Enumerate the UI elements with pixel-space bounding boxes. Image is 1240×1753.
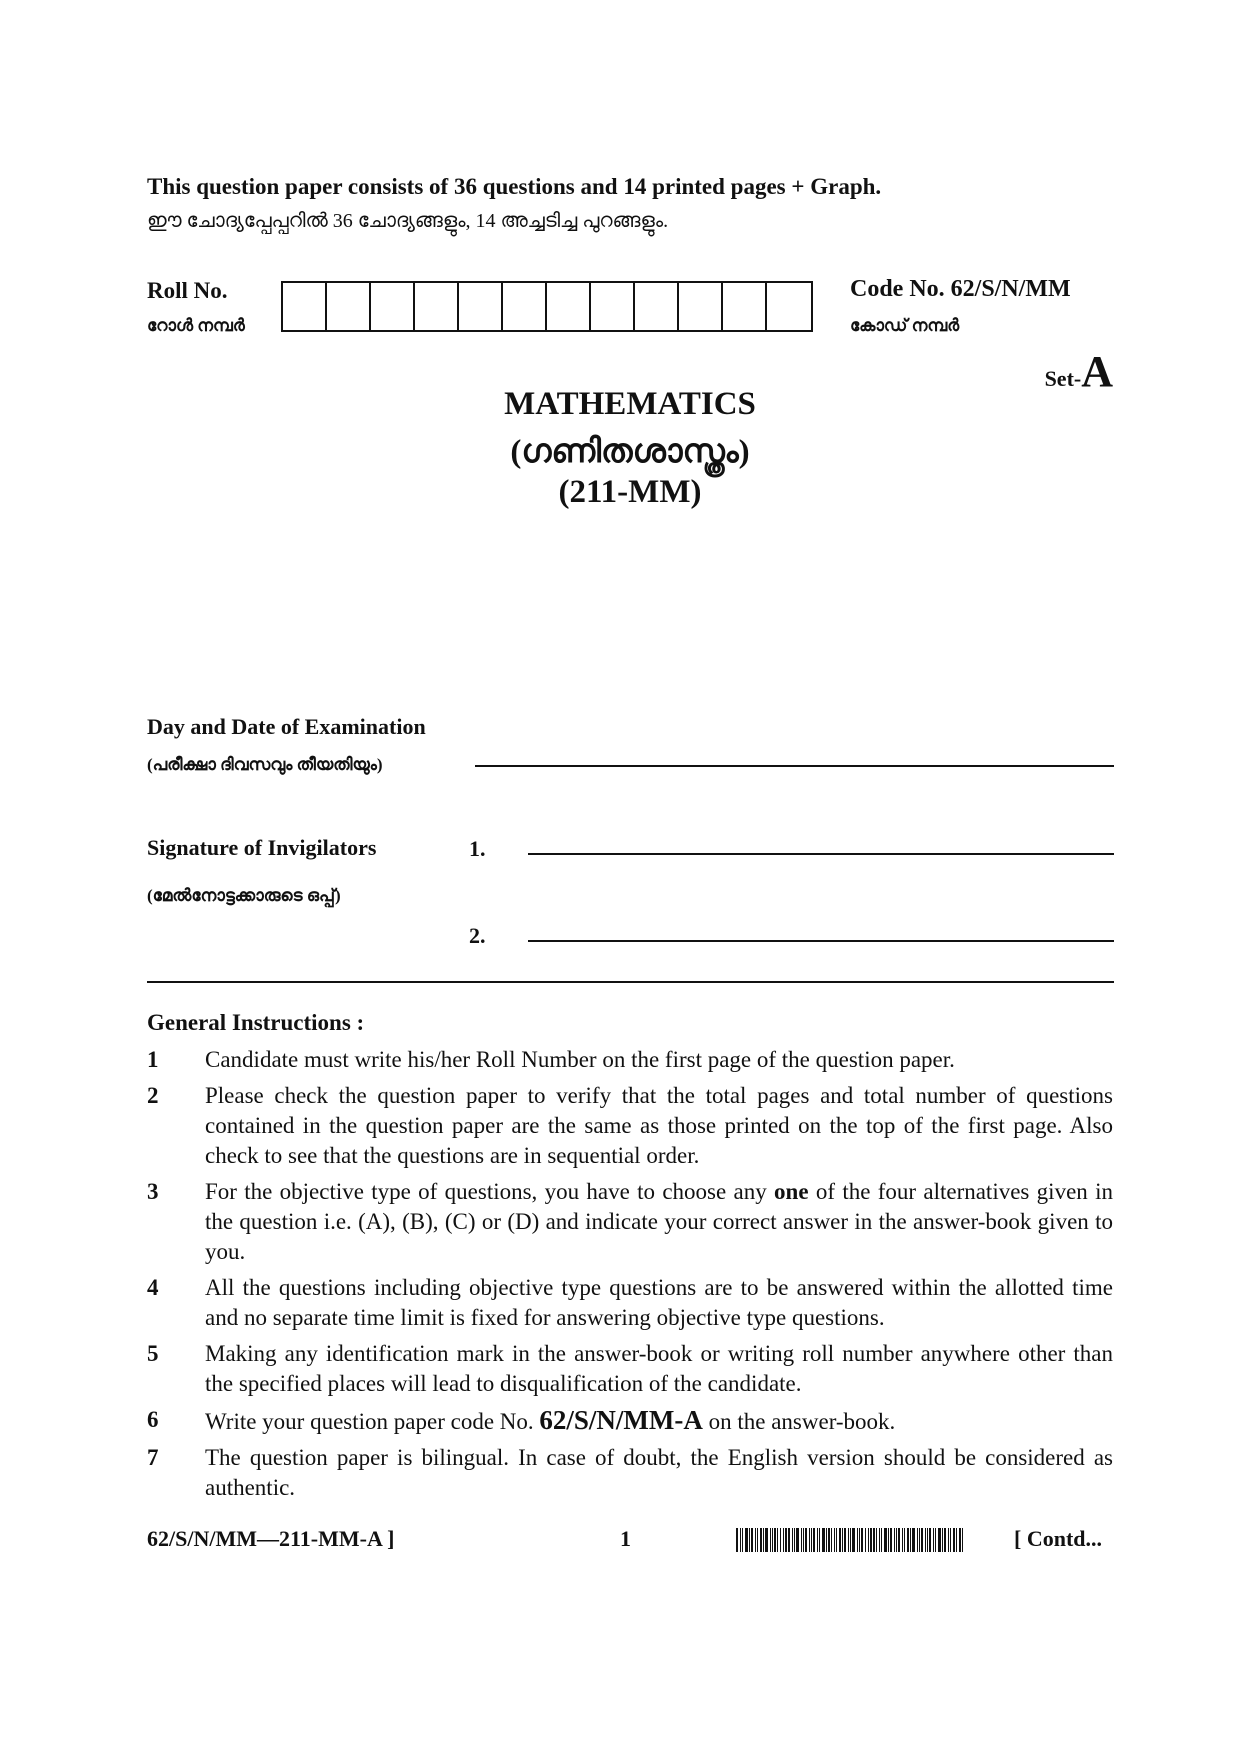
- barcode-bar: [760, 1528, 762, 1552]
- barcode-bar: [852, 1528, 855, 1552]
- invigilator-signature-1-field[interactable]: [528, 853, 1114, 855]
- barcode-bar: [796, 1528, 799, 1552]
- footer-continued: [ Contd...: [1014, 1526, 1103, 1551]
- invigilator-slot-2-number: 2.: [469, 923, 486, 948]
- roll-digit-box[interactable]: [371, 283, 415, 330]
- barcode-bar: [826, 1528, 827, 1552]
- barcode-bar: [831, 1528, 832, 1552]
- instruction-number: 5: [147, 1341, 159, 1366]
- instruction-item: [147, 1339, 1113, 1399]
- barcode-bar: [953, 1528, 955, 1552]
- barcode-bar: [817, 1528, 818, 1552]
- invigilator-signature-2-field[interactable]: [528, 940, 1114, 942]
- barcode-bar: [925, 1528, 926, 1552]
- instruction-number: 1: [147, 1047, 159, 1072]
- barcode-bar: [950, 1528, 951, 1552]
- exam-date-label: Day and Date of Examination: [147, 714, 426, 739]
- roll-digit-box[interactable]: [547, 283, 591, 330]
- exam-date-label-malayalam: (പരീക്ഷാ ദിവസവും തീയതിയും): [147, 755, 383, 774]
- roll-digit-box[interactable]: [635, 283, 679, 330]
- barcode-bar: [811, 1528, 812, 1552]
- barcode-bar: [813, 1528, 815, 1552]
- instruction-text: The question paper is bilingual. In case of doubt, the English version should be considered as authentic.: [205, 1445, 1113, 1500]
- barcode-bar: [774, 1528, 776, 1552]
- barcode-bar: [822, 1528, 825, 1552]
- barcode-bar: [959, 1528, 961, 1552]
- section-divider: [147, 981, 1114, 983]
- barcode-bar: [876, 1528, 877, 1552]
- roll-number-label-malayalam: റോൾ നമ്പർ: [147, 316, 245, 335]
- barcode-bar: [751, 1528, 753, 1552]
- barcode-bar: [888, 1528, 889, 1552]
- barcode-bar: [919, 1528, 920, 1552]
- instruction-number: 4: [147, 1275, 159, 1300]
- barcode-bar: [850, 1528, 851, 1552]
- barcode-bar: [938, 1528, 941, 1552]
- barcode: [736, 1528, 990, 1552]
- barcode-bar: [873, 1528, 875, 1552]
- instruction-text: For the objective type of questions, you have to choose any one of the four alternatives given in the question i.e. (A), (B), (C) or (D) and indicate your correct answer in the answer-book given to you.: [205, 1179, 1113, 1264]
- barcode-bar: [868, 1528, 869, 1552]
- barcode-bar: [803, 1528, 804, 1552]
- barcode-bar: [861, 1528, 863, 1552]
- barcode-bar: [765, 1528, 768, 1552]
- barcode-bar: [942, 1528, 943, 1552]
- exam-date-field[interactable]: [475, 765, 1114, 767]
- barcode-bar: [844, 1528, 846, 1552]
- barcode-bar: [879, 1528, 880, 1552]
- barcode-bar: [809, 1528, 810, 1552]
- subject-title-malayalam: (ഗണിതശാസ്ത്രം): [510, 434, 750, 470]
- barcode-bar: [785, 1528, 787, 1552]
- barcode-bar: [780, 1528, 781, 1552]
- footer-paper-code: 62/S/N/MM—211-MM-A ]: [147, 1526, 395, 1551]
- invigilator-slot-1-number: 1.: [469, 836, 486, 861]
- code-number-label: Code No. 62/S/N/MM: [850, 276, 1071, 302]
- barcode-bar: [896, 1528, 897, 1552]
- set-prefix: Set-: [1044, 366, 1082, 391]
- subject-code: (211-MM): [558, 474, 702, 510]
- barcode-bar: [792, 1528, 793, 1552]
- subject-title: MATHEMATICS: [504, 386, 756, 422]
- barcode-bar: [917, 1528, 918, 1552]
- instruction-item: [147, 1081, 1113, 1171]
- barcode-bar: [956, 1528, 957, 1552]
- barcode-bar: [907, 1528, 909, 1552]
- barcode-bar: [763, 1528, 764, 1552]
- barcode-bar: [819, 1528, 820, 1552]
- instruction-text: Write your question paper code No. 62/S/N/MM-A on the answer-book.: [205, 1405, 896, 1435]
- barcode-bar: [870, 1528, 872, 1552]
- barcode-bar: [927, 1528, 928, 1552]
- barcode-bar: [788, 1528, 790, 1552]
- barcode-bar: [836, 1528, 837, 1552]
- instruction-number: 7: [147, 1445, 159, 1470]
- barcode-bar: [770, 1528, 771, 1552]
- instructions-list: [147, 1045, 1113, 1509]
- barcode-bar: [910, 1528, 911, 1552]
- barcode-bar: [904, 1528, 905, 1552]
- barcode-bar: [929, 1528, 931, 1552]
- roll-digit-box[interactable]: [591, 283, 635, 330]
- barcode-bar: [865, 1528, 866, 1552]
- instructions-heading: General Instructions :: [147, 1010, 365, 1035]
- roll-digit-box[interactable]: [503, 283, 547, 330]
- barcode-bar: [935, 1528, 936, 1552]
- barcode-bar: [902, 1528, 903, 1552]
- header-english: This question paper consists of 36 questions and 14 printed pages + Graph.: [147, 174, 882, 199]
- instruction-item: [147, 1273, 1113, 1333]
- barcode-bar: [794, 1528, 795, 1552]
- barcode-bar: [740, 1528, 741, 1552]
- instruction-text: Please check the question paper to verify that the total pages and total number of questions contained in the question paper are the same as those printed on the top of the first page. Also check to see that the questions are in sequential order.: [205, 1083, 1113, 1168]
- barcode-bar: [828, 1528, 830, 1552]
- roll-digit-box[interactable]: [723, 283, 767, 330]
- roll-digit-box[interactable]: [459, 283, 503, 330]
- barcode-bar: [839, 1528, 841, 1552]
- barcode-bar: [834, 1528, 835, 1552]
- barcode-bar: [848, 1528, 849, 1552]
- instruction-number: 2: [147, 1083, 159, 1108]
- barcode-bar: [745, 1528, 748, 1552]
- barcode-bar: [805, 1528, 807, 1552]
- barcode-bar: [859, 1528, 860, 1552]
- barcode-bar: [783, 1528, 784, 1552]
- roll-number-boxes[interactable]: [281, 281, 813, 332]
- roll-digit-box[interactable]: [327, 283, 371, 330]
- barcode-bar: [772, 1528, 773, 1552]
- barcode-bar: [890, 1528, 892, 1552]
- footer-page-number: 1: [620, 1526, 631, 1551]
- roll-number-label: Roll No.: [147, 278, 228, 303]
- roll-digit-box[interactable]: [283, 283, 327, 330]
- barcode-bar: [933, 1528, 934, 1552]
- roll-digit-box[interactable]: [679, 283, 723, 330]
- barcode-bar: [842, 1528, 843, 1552]
- instruction-item: [147, 1443, 1113, 1503]
- barcode-bar: [801, 1528, 802, 1552]
- barcode-bar: [884, 1528, 887, 1552]
- barcode-bar: [749, 1528, 750, 1552]
- roll-digit-box[interactable]: [767, 283, 811, 330]
- header-malayalam: ഈ ചോദ്യപ്പേപ്പറിൽ 36 ചോദ്യങ്ങളും, 14 അച്ചടിച്ച പുറങ്ങളും.: [147, 210, 669, 232]
- instruction-text: All the questions including objective type questions are to be answered within the allotted time and no separate time limit is fixed for answering objective type questions.: [205, 1275, 1113, 1330]
- barcode-bar: [742, 1528, 743, 1552]
- barcode-bar: [736, 1528, 738, 1552]
- barcode-bar: [944, 1528, 946, 1552]
- barcode-bar: [912, 1528, 915, 1552]
- instruction-item: [147, 1405, 1113, 1437]
- instruction-item: [147, 1177, 1113, 1267]
- barcode-bar: [755, 1528, 756, 1552]
- barcode-bar: [948, 1528, 949, 1552]
- instruction-text: Candidate must write his/her Roll Number on the first page of the question paper.: [205, 1047, 955, 1072]
- barcode-bar: [962, 1528, 963, 1552]
- code-number-label-malayalam: കോഡ് നമ്പർ: [850, 316, 960, 335]
- barcode-bar: [757, 1528, 758, 1552]
- barcode-bar: [881, 1528, 882, 1552]
- set-letter: A: [1081, 347, 1113, 396]
- barcode-bar: [857, 1528, 858, 1552]
- instruction-text: Making any identification mark in the answer-book or writing roll number anywhere other than the specified places will lead to disqualification of the candidate.: [205, 1341, 1113, 1396]
- invigilator-signature-label-malayalam: (മേൽനോട്ടക്കാരുടെ ഒപ്പ്): [147, 886, 341, 905]
- barcode-bar: [777, 1528, 778, 1552]
- invigilator-signature-label: Signature of Invigilators: [147, 835, 377, 860]
- roll-digit-box[interactable]: [415, 283, 459, 330]
- barcode-bar: [921, 1528, 923, 1552]
- barcode-bar: [894, 1528, 895, 1552]
- instruction-number: 3: [147, 1179, 159, 1204]
- instruction-number: 6: [147, 1407, 159, 1432]
- instruction-item: [147, 1045, 1113, 1075]
- barcode-bar: [898, 1528, 900, 1552]
